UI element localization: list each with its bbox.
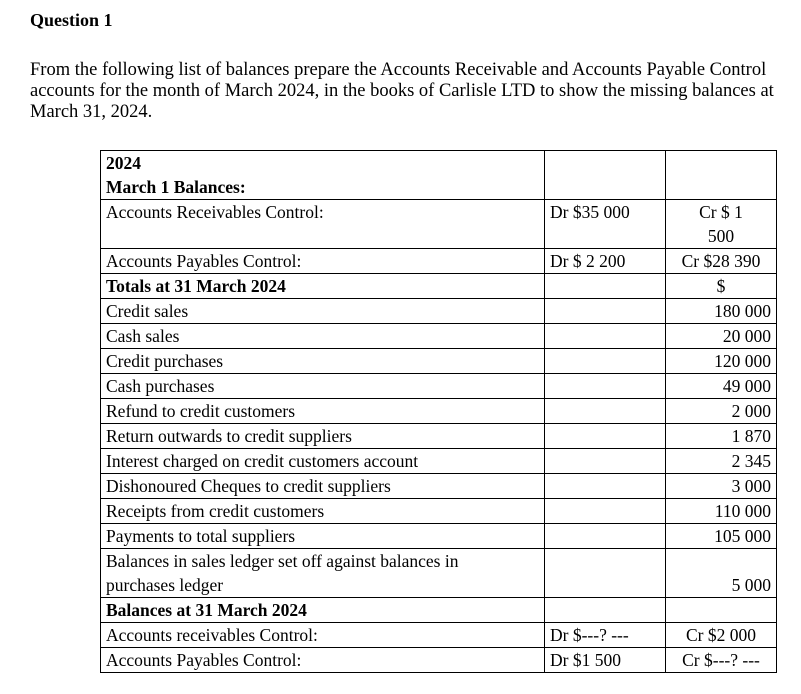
- item-amount: 110 000: [666, 499, 777, 524]
- item-amount: 120 000: [666, 349, 777, 374]
- item-amount: 1 870: [666, 424, 777, 449]
- item-amount: 2 345: [666, 449, 777, 474]
- ar-opening-dr: Dr $35 000: [545, 200, 666, 249]
- closing-ap-dr: Dr $1 500: [545, 648, 666, 673]
- question-intro: From the following list of balances prepare the Accounts Receivable and Accounts Payable Control accounts for the month of March 2024, in the books of Carlisle LTD to show the missing balances at March 31, 2024.: [30, 60, 774, 122]
- ap-opening-cr: Cr $28 390: [666, 249, 777, 274]
- march1-heading: March 1 Balances:: [106, 177, 246, 197]
- item-amount: 180 000: [666, 299, 777, 324]
- table-row: [101, 200, 777, 249]
- table-row: [101, 648, 777, 673]
- table-row: [101, 549, 777, 598]
- table-row: [101, 349, 777, 374]
- totals-unit: $: [666, 274, 777, 299]
- table-row: [101, 424, 777, 449]
- table-row: [101, 598, 777, 623]
- item-label: Cash purchases: [101, 374, 545, 399]
- table-row: [101, 374, 777, 399]
- item-amount: 20 000: [666, 324, 777, 349]
- ar-opening-cr: Cr $ 1 500: [666, 200, 777, 249]
- table-row: [101, 399, 777, 424]
- table-row: [101, 449, 777, 474]
- closing-heading: Balances at 31 March 2024: [101, 598, 545, 623]
- ar-control-label: Accounts Receivables Control:: [101, 200, 545, 249]
- setoff-amount: 5 000: [666, 549, 777, 598]
- item-label: Refund to credit customers: [101, 399, 545, 424]
- setoff-label: Balances in sales ledger set off against balances in purchases ledger: [101, 549, 545, 598]
- balances-table: [100, 150, 777, 673]
- item-label: Payments to total suppliers: [101, 524, 545, 549]
- ap-control-label: Accounts Payables Control:: [101, 249, 545, 274]
- ap-opening-dr: Dr $ 2 200: [545, 249, 666, 274]
- item-label: Credit purchases: [101, 349, 545, 374]
- question-title: Question 1: [30, 10, 113, 30]
- closing-ap-label: Accounts Payables Control:: [101, 648, 545, 673]
- item-label: Receipts from credit customers: [101, 499, 545, 524]
- item-label: Return outwards to credit suppliers: [101, 424, 545, 449]
- table-row: [101, 324, 777, 349]
- item-amount: 2 000: [666, 399, 777, 424]
- closing-ar-label: Accounts receivables Control:: [101, 623, 545, 648]
- closing-ap-cr: Cr $---? ---: [666, 648, 777, 673]
- year-label: 2024 March 1 Balances:: [101, 151, 545, 200]
- item-label: Credit sales: [101, 299, 545, 324]
- table-row: [101, 474, 777, 499]
- item-label: Cash sales: [101, 324, 545, 349]
- table-row: [101, 524, 777, 549]
- item-amount: 49 000: [666, 374, 777, 399]
- closing-ar-dr: Dr $---? ---: [545, 623, 666, 648]
- item-amount: 105 000: [666, 524, 777, 549]
- table-row: [101, 299, 777, 324]
- totals-heading: Totals at 31 March 2024: [101, 274, 545, 299]
- table-row: [101, 499, 777, 524]
- table-row: [101, 151, 777, 200]
- item-amount: 3 000: [666, 474, 777, 499]
- table-row: [101, 623, 777, 648]
- closing-ar-cr: Cr $2 000: [666, 623, 777, 648]
- item-label: Interest charged on credit customers account: [101, 449, 545, 474]
- table-row: [101, 274, 777, 299]
- table-row: [101, 249, 777, 274]
- item-label: Dishonoured Cheques to credit suppliers: [101, 474, 545, 499]
